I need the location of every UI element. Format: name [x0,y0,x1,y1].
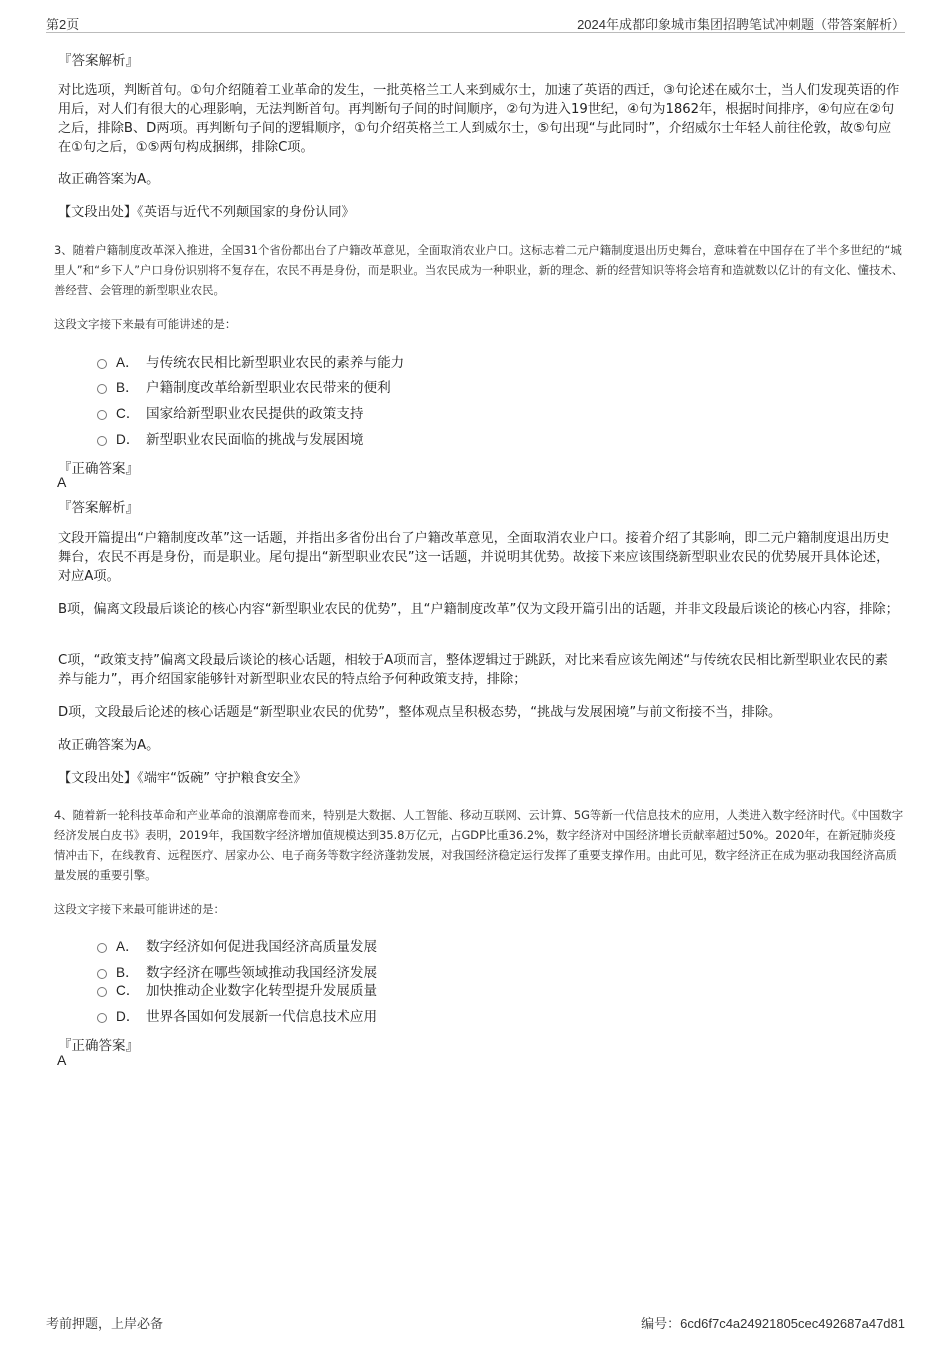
q3-answer-label: 『正确答案』 [58,461,139,477]
radio-icon[interactable] [97,359,107,369]
page-header [46,10,905,33]
option-text: 加快推动企业数字化转型提升发展质量 [146,983,378,999]
q3-analysis-label: 『答案解析』 [58,500,139,516]
q4-option-d[interactable] [97,1005,377,1025]
document-title: 2024年成都印象城市集团招聘笔试冲刺题（带答案解析） [577,17,905,32]
option-text: 数字经济如何促进我国经济高质量发展 [146,939,378,955]
q2-analysis-label: 『答案解析』 [58,53,139,69]
radio-icon[interactable] [97,384,107,394]
q3-option-a[interactable] [97,351,404,371]
option-text: 国家给新型职业农民提供的政策支持 [146,406,364,422]
radio-icon[interactable] [97,1013,107,1023]
q4-answer: A [57,1052,67,1068]
option-letter: C． [116,406,140,421]
q4-option-b[interactable] [97,961,377,981]
q3-option-b[interactable] [97,376,391,396]
q2-source: 【文段出处】《英语与近代不列颠国家的身份认同》 [58,205,355,220]
q3-passage: 3、随着户籍制度改革深入推进，全国31个省份都出台了户籍改革意见，全面取消农业户口。这标志着二元户籍制度退出历史舞台，意味着在中国存在了半个多世纪的“城里人”和“乡下人”户口身份识别将不复存在，农民不再是身份，而是职业。当农民成为一种职业，新的理念、新的经营知识等将会培育和造就数以亿计的有文化、懂技术、善经营、会管理的新型职业农民。 [54,243,904,297]
page-footer [46,1311,905,1331]
q4-prompt: 这段文字接下来最可能讲述的是： [54,902,225,916]
option-letter: D． [116,1009,140,1024]
q3-answer: A [57,474,67,490]
q3-option-d[interactable] [97,428,364,448]
document-id: 编号：6cd6f7c4a24921805cec492687a47d81 [641,1316,905,1331]
q4-passage: 4、随着新一轮科技革命和产业革命的浪潮席卷而来，特别是大数据、人工智能、移动互联网、云计算、5G等新一代信息技术的应用，人类进入数字经济时代。《中国数字经济发展白皮书》表明，2019年，我国数字经济增加值规模达到35.8万亿元，占GDP比重36.2%，数字经济对中国经济增长贡献率超过50%。2020年，在新冠肺炎疫情冲击下，在线教育、远程医疗、居家办公、电子商务等数字经济蓬勃发展，对我国经济稳定运行发挥了重要支撑作用。由此可见，数字经济正在成为驱动我国经济高质量发展的重要引擎。 [54,808,904,882]
option-letter: A． [116,355,139,370]
option-letter: A． [116,939,139,954]
option-text: 新型职业农民面临的挑战与发展困境 [146,432,364,448]
option-text: 户籍制度改革给新型职业农民带来的便利 [146,380,391,396]
page-number: 第2页 [46,17,80,32]
q3-conclusion: 故正确答案为A。 [58,738,160,753]
q3-source: 【文段出处】《端牢“饭碗” 守护粮食安全》 [58,771,307,786]
q4-option-c[interactable] [97,979,377,999]
option-text: 世界各国如何发展新一代信息技术应用 [146,1009,378,1025]
q2-conclusion: 故正确答案为A。 [58,172,160,187]
option-letter: B． [116,965,139,980]
radio-icon[interactable] [97,436,107,446]
option-letter: B． [116,380,139,395]
q3-prompt: 这段文字接下来最有可能讲述的是： [54,317,237,331]
option-letter: C． [116,983,140,998]
option-letter: D． [116,432,140,447]
radio-icon[interactable] [97,969,107,979]
option-text: 数字经济在哪些领域推动我国经济发展 [146,965,378,981]
radio-icon[interactable] [97,943,107,953]
q3-analysis-a: 文段开篇提出“户籍制度改革”这一话题，并指出多省份出台了户籍改革意见，全面取消农业户口。接着介绍了其影响，即二元户籍制度退出历史舞台，农民不再是身份，而是职业。尾句提出“新型职业农民”这一话题，并说明其优势。故接下来应该围绕新型职业农民的优势展开具体论述，对应A项。 [58,531,890,584]
q3-analysis-b: B项，偏离文段最后谈论的核心内容“新型职业农民的优势”，且“户籍制度改革”仅为文段开篇引出的话题，并非文段最后谈论的核心内容，排除； [58,602,899,617]
q3-option-c[interactable] [97,402,364,422]
q4-answer-label: 『正确答案』 [58,1038,139,1054]
q3-analysis-c: C项，“政策支持”偏离文段最后谈论的核心话题，相较于A项而言，整体逻辑过于跳跃，对比来看应该先阐述“与传统农民相比新型职业农民的素养与能力”，再介绍国家能够针对新型职业农民的特点给予何种政策支持，排除； [58,653,888,687]
q2-analysis-text: 对比选项，判断首句。①句介绍随着工业革命的发生，一批英格兰工人来到威尔士，加速了英语的西迁，③句论述在威尔士，当人们发现英语的作用后，对人们有很大的心理影响，无法判断首句。再判断句子间的时间顺序，②句为进入19世纪，④句为1862年，根据时间排序，④句应在②句之后，排除B、D两项。再判断句子间的逻辑顺序，①句介绍英格兰工人到威尔士，⑤句出现“与此同时”，介绍威尔士年轻人前往伦敦，故⑤句应在①句之后，①⑤两句构成捆绑，排除C项。 [58,83,900,155]
q3-analysis-d: D项，文段最后论述的核心话题是“新型职业农民的优势”，整体观点呈积极态势，“挑战与发展困境”与前文衔接不当，排除。 [58,705,782,720]
radio-icon[interactable] [97,987,107,997]
footer-slogan: 考前押题，上岸必备 [46,1316,164,1331]
option-text: 与传统农民相比新型职业农民的素养与能力 [146,355,405,371]
radio-icon[interactable] [97,410,107,420]
q4-option-a[interactable] [97,935,377,955]
